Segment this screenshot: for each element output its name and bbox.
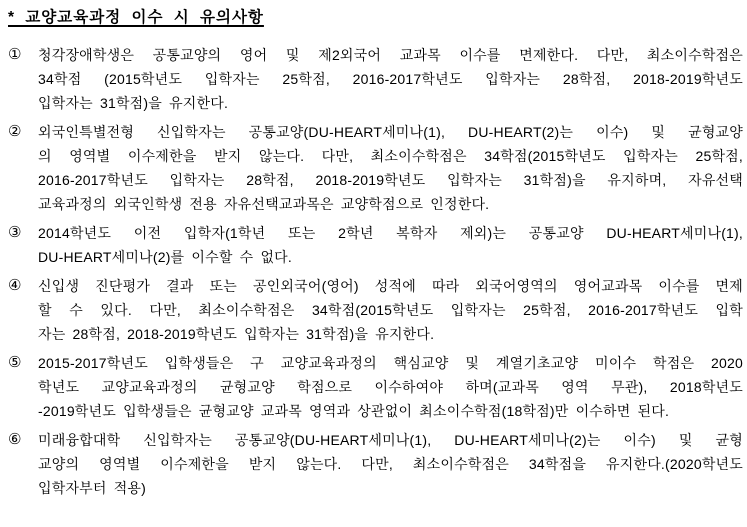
note-line: 자는 28학점, 2018-2019학년도 입학자는 31학점)을 유지한다. [38,326,435,342]
note-marker: ④ [8,277,22,294]
notes-list [8,43,743,500]
note-line: 2016-2017학년도 입학자는 28학점, 2018-2019학년도 입학자는 31학점)을 유지하며, 자유선택 [38,172,743,188]
note-marker: ① [8,46,22,63]
note-line: 할 수 있다. 다만, 최소이수학점은 34학점(2015학년도 입학자는 25학점, 2016-2017학년도 입학 [38,302,743,318]
note-line: -2019학년도 입학생들은 균형교양 교과목 영역과 상관없이 최소이수학점(18학점)만 이수하면 된다. [38,403,670,419]
note-line: 2014학년도 이전 입학자(1학년 또는 2학년 복학자 제외)는 공통교양 DU-HEART세미나(1), [38,225,743,241]
note-line: 입학자부터 적용) [38,480,147,496]
note-item [8,221,743,269]
note-text [38,428,743,500]
note-item [8,43,743,115]
note-text [38,351,743,423]
note-line: 34학점 (2015학년도 입학자는 25학점, 2016-2017학년도 입학자는 28학점, 2018-2019학년도 [38,71,743,87]
note-text [38,120,743,216]
note-line: 2015-2017학년도 입학생들은 구 교양교육과정의 핵심교양 및 계열기초교양 미이수 학점은 2020 [38,355,743,371]
note-item [8,120,743,216]
note-marker: ⑤ [8,354,22,371]
note-line: 미래융합대학 신입학자는 공통교양(DU-HEART세미나(1), DU-HEART세미나(2)는 이수) 및 균형 [38,432,743,448]
note-line: 교육과정의 외국인학생 전용 자유선택교과목은 교양학점으로 인정한다. [38,196,490,212]
note-marker: ③ [8,224,22,241]
note-line: 신입생 진단평가 결과 또는 공인외국어(영어) 성적에 따라 외국어영역의 영어교과목 이수를 면제 [38,278,743,294]
note-line: DU-HEART세미나(2)를 이수할 수 없다. [38,249,292,265]
note-text [38,221,743,269]
note-line: 의 영역별 이수제한을 받지 않는다. 다만, 최소이수학점은 34학점(2015학년도 입학자는 25학점, [38,148,743,164]
note-item [8,274,743,346]
note-line: 입학자는 31학점)을 유지한다. [38,95,229,111]
page-title: * 교양교육과정 이수 시 유의사항 [8,9,264,26]
note-marker: ② [8,123,22,140]
note-marker: ⑥ [8,431,22,448]
note-line: 외국인특별전형 신입학자는 공통교양(DU-HEART세미나(1), DU-HEART(2)는 이수) 및 균형교양 [38,124,743,140]
note-text [38,274,743,346]
note-text [38,43,743,115]
note-line: 교양의 영역별 이수제한을 받지 않는다. 다만, 최소이수학점은 34학점을 유지한다.(2020학년도 [38,456,743,472]
note-item [8,428,743,500]
note-line: 청각장애학생은 공통교양의 영어 및 제2외국어 교과목 이수를 면제한다. 다만, 최소이수학점은 [38,47,743,63]
note-item [8,351,743,423]
note-line: 학년도 교양교육과정의 균형교양 학점으로 이수하여야 하며(교과목 영역 무관), 2018학년도 [38,379,743,395]
